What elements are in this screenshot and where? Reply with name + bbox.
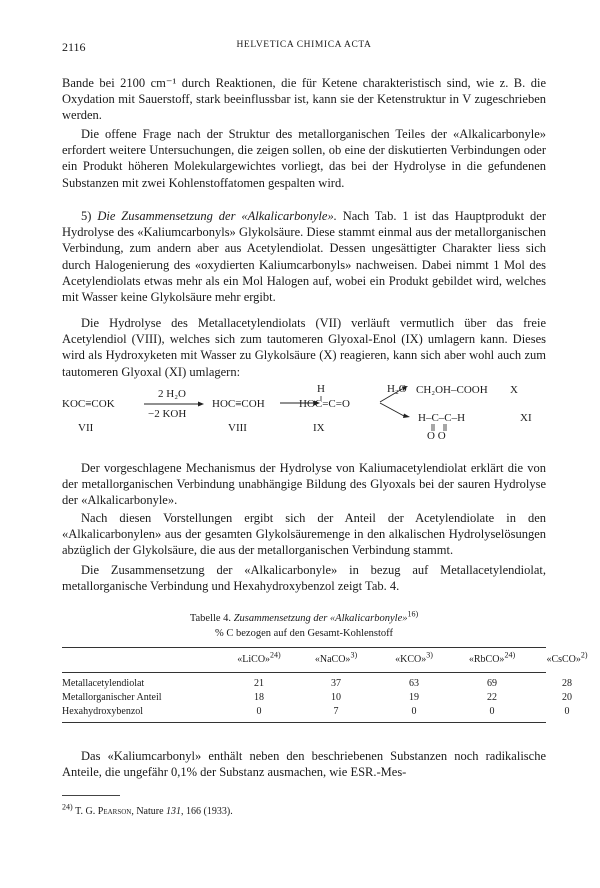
- footnote-rule: [62, 795, 120, 796]
- compound-ix: HOC=C=O: [299, 398, 350, 410]
- table-cell: 63: [409, 678, 419, 689]
- compound-x: CH₂OH–COOH: [416, 384, 488, 396]
- table-cell: 10: [331, 692, 341, 703]
- table-cell: 37: [331, 678, 341, 689]
- footnote: $^{24)}$ T. G. Pearson, Nature 131, 166 (1933).: [62, 802, 233, 817]
- paragraph-1: Bande bei 2100 cm⁻¹ durch Reaktionen, die für Ketene charakteristisch sind, wie z. B. die Oxydation mit Sauerstoff, stark beeinflussbar ist, kann sie der Ketenstruktur in V zugeschrieben werden.: [62, 76, 546, 123]
- table-mid-rule: [62, 672, 546, 673]
- column-header: «KCO»$^{3)}$: [395, 650, 433, 665]
- table-cell: 28: [562, 678, 572, 689]
- column-header: «RbCO»$^{24)}$: [468, 650, 516, 665]
- paragraph-6: Nach diesen Vorstellungen ergibt sich der Anteil der Acetylendiolate in den «Alkalicarbonylen» aus der gesamten Glykolsäuremenge in den alkalischen Hydrolyselösungen abzüglich der Glykolsäure, die aus der metallorganischen Verbindung stammt.: [62, 511, 546, 558]
- table-cell: 69: [487, 678, 497, 689]
- table-bottom-rule: [62, 722, 546, 723]
- section-title: Die Zusammensetzung der «Alkalicarbonyle».: [97, 209, 337, 223]
- footnote-ref: 24): [62, 802, 73, 812]
- column-header: «LiCO»$^{24)}$: [237, 650, 281, 665]
- row-label: Hexahydroxybenzol: [62, 706, 144, 717]
- table-cell: 0: [256, 706, 262, 717]
- label-x: X: [510, 384, 518, 396]
- paragraph-5: Der vorgeschlagene Mechanismus der Hydrolyse von Kaliumacetylendiolat erklärt die von der metallorganischen Verbindung unabhängige Bildung des Glyoxals bei der sauren Hydrolyse der «Alkalicarbonyle».: [62, 461, 546, 508]
- table-cell: 19: [409, 692, 419, 703]
- table-cell: 0: [564, 706, 570, 717]
- page-number: 2116: [62, 40, 86, 54]
- page-header: [62, 40, 546, 56]
- table-caption: Tabelle 4. Zusammensetzung der «Alkalicarbonyle»$^{16)}$: [189, 609, 419, 624]
- table-subcaption: % C bezogen auf den Gesamt-Kohlenstoff: [215, 628, 393, 639]
- label-viii: VIII: [228, 422, 247, 434]
- paragraph-8: Das «Kaliumcarbonyl» enthält neben den beschriebenen Substanzen noch radikalische Anteile, die ungefähr 0,1% der Substanz ausmachen, wie ESR.-Mes-: [62, 749, 546, 780]
- paragraph-7: Die Zusammensetzung der «Alkalicarbonyle» in bezug auf Metallacetylendiolat, metallorganische Verbindung und Hexahydroxybenzol zeigt Tab. 4.: [62, 563, 546, 594]
- reagent-water: 2 H₂O: [158, 388, 186, 400]
- paragraph-4: Die Hydrolyse des Metallacetylendiolats (VII) verläuft vermutlich über das freie Acetylendiol (VIII), welches sich zum tautomeren Glyoxal-Enol (IX) umlagern kann. Dieses wird als Hydroxyketen mit Wasser zu Glykolsäure (X) reagieren, kann sich aber wohl auch zum tautomeren Glyoxal (XI) umlagern:: [62, 316, 546, 379]
- section-body: Nach Tab. 1 ist das Hauptprodukt der Hydrolyse des «Kaliumcarbonyls» Glykolsäure. Diese stammt einmal aus der metallorganischen Verbindung, zum andern aber aus Acetylendiolat. Dessen ungesättigter Charakter liess sich durch Halogenierung des «oxydierten Kaliumcarbonyls» nachweisen. Dabei nimmt 1 Mol des Acetylendiolats etwas mehr als ein Mol Halogen auf, wobei ein Produkt gebildet wird, welches mit Wasser keine Glykolsäure mehr ergibt.: [62, 209, 547, 305]
- compound-vii: KOC≡COK: [62, 398, 115, 410]
- row-label: Metallacetylendiolat: [62, 678, 145, 689]
- table-cell: 0: [489, 706, 495, 717]
- table-cell: 20: [562, 692, 572, 703]
- table-cell: 21: [254, 678, 264, 689]
- composition-table: [62, 647, 588, 723]
- table-top-rule: [62, 647, 546, 648]
- reagent-koh: −2 KOH: [148, 408, 187, 420]
- label-vii: VII: [78, 422, 94, 434]
- compound-xi-oxygens: O O: [427, 430, 446, 442]
- compound-ix-h: H: [317, 383, 325, 395]
- arrow-ix-xi: [380, 403, 404, 416]
- footnote-volume: 131: [166, 806, 182, 817]
- footnote-author: T. G. Pearson: [75, 806, 132, 817]
- paragraph-2: Die offene Frage nach der Struktur des metallorganischen Teiles der «Alkalicarbonyle» erfordert weitere Untersuchungen, die zeigen sollen, ob eine der diskutierten Verbindungen oder ein Produkt höheren Molekulargewichtes vorliegt, das bei der Hydrolyse in die gefundenen Substanzen mit zwei Kohlenstoffatomen gespalten wird.: [62, 127, 546, 190]
- compound-xi: H–C–C–H: [418, 412, 466, 424]
- table-cell: 22: [487, 692, 497, 703]
- table-cell: 0: [411, 706, 417, 717]
- paragraph-section-5: [62, 208, 546, 305]
- journal-title: HELVETICA CHIMICA ACTA: [236, 40, 372, 50]
- label-xi: XI: [520, 412, 532, 424]
- table-cell: 7: [333, 706, 339, 717]
- compound-viii: HOC≡COH: [212, 398, 265, 410]
- table-cell: 18: [254, 692, 264, 703]
- reagent-water-2: H₂O: [387, 383, 407, 395]
- column-header: «CsCO»$^{2)}$: [546, 650, 588, 665]
- reaction-scheme: [62, 383, 546, 442]
- row-label: Metallorganischer Anteil: [62, 692, 162, 703]
- column-header: «NaCO»$^{3)}$: [314, 650, 358, 665]
- section-number: 5): [81, 209, 92, 223]
- label-ix: IX: [313, 422, 325, 434]
